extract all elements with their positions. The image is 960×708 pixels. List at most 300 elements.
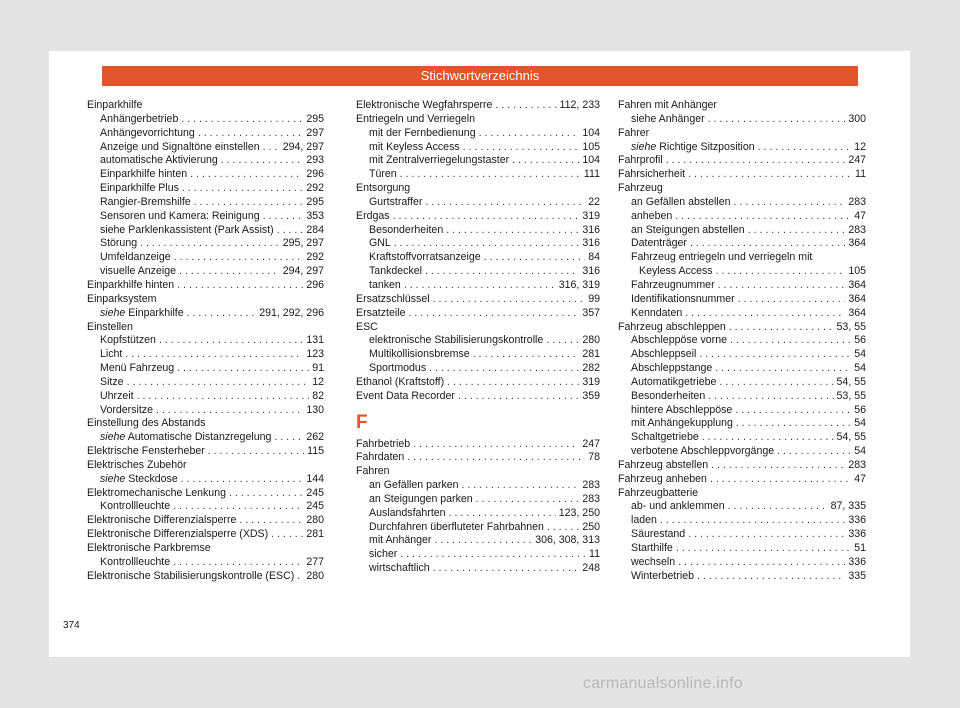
dot-leader — [127, 376, 310, 390]
index-subentry — [618, 500, 866, 514]
index-entry — [356, 465, 600, 479]
entry-text: Abschleppseil — [631, 348, 697, 361]
page-reference: 297 — [306, 126, 324, 139]
index-subentry — [618, 431, 866, 445]
dot-leader — [479, 127, 580, 141]
index-subentry — [356, 154, 600, 168]
dot-leader — [125, 348, 303, 362]
entry-text — [631, 141, 755, 155]
dot-leader — [174, 251, 304, 265]
page-reference: 123 — [306, 348, 324, 361]
entry-text: tanken — [369, 278, 401, 291]
dot-leader — [393, 210, 580, 224]
page-reference: 296 — [306, 168, 324, 181]
page-reference: 295 — [306, 112, 324, 125]
dot-leader — [407, 451, 585, 465]
entry-label: Automatische Distanzregelung — [127, 431, 272, 444]
page-reference: 281 — [306, 528, 324, 541]
index-entry — [618, 487, 866, 501]
dot-leader — [159, 334, 303, 348]
entry-text: Anhängerbetrieb — [100, 112, 179, 125]
dot-leader — [748, 224, 846, 238]
entry-text: Besonderheiten — [369, 223, 444, 236]
dot-leader — [400, 168, 581, 182]
page-reference: 316 — [582, 265, 600, 278]
index-entry — [618, 459, 866, 473]
entry-text: Kenndaten — [631, 306, 683, 319]
page-reference: 283 — [848, 458, 866, 471]
index-page — [49, 51, 910, 657]
index-subentry — [356, 265, 600, 279]
dot-leader — [156, 404, 303, 418]
entry-text: Fahrsicherheit — [618, 168, 686, 181]
index-subentry — [618, 307, 866, 321]
section-header-bar — [102, 66, 858, 86]
index-subentry — [87, 390, 324, 404]
index-subentry — [618, 196, 866, 210]
dot-leader — [730, 334, 851, 348]
entry-text: Elektronische Differenzialsperre (XDS) — [87, 528, 269, 541]
page-reference: 353 — [306, 209, 324, 222]
entry-label: Richtige Sitzposition — [659, 140, 755, 153]
entry-text: Türen — [369, 168, 397, 181]
dot-leader — [221, 154, 304, 168]
index-subentry — [87, 376, 324, 390]
entry-text — [100, 431, 271, 445]
page-reference: 364 — [848, 306, 866, 319]
page-reference: 292 — [306, 251, 324, 264]
entry-text: hintere Abschleppöse — [631, 403, 733, 416]
index-entry — [356, 182, 600, 196]
dot-leader — [718, 279, 846, 293]
dot-leader — [229, 487, 303, 501]
page-reference: 250 — [582, 520, 600, 533]
page-reference: 91 — [312, 362, 324, 375]
page-reference: 131 — [306, 334, 324, 347]
index-entry — [87, 417, 324, 431]
page-reference: 130 — [306, 403, 324, 416]
page-reference: 280 — [306, 514, 324, 527]
entry-text: Anzeige und Signaltöne einstellen — [100, 140, 260, 153]
page-reference: 364 — [848, 278, 866, 291]
entry-text: Elektrische Fensterheber — [87, 445, 205, 458]
dot-leader — [433, 293, 586, 307]
index-entry — [618, 127, 866, 141]
entry-text: Fahrbetrieb — [356, 437, 411, 450]
page-reference: 12 — [312, 375, 324, 388]
page-reference: 54 — [854, 445, 866, 458]
dot-leader — [140, 237, 280, 251]
index-subentry — [618, 417, 866, 431]
dot-leader — [179, 265, 280, 279]
dot-leader — [463, 141, 580, 155]
entry-text — [100, 473, 178, 487]
index-entry — [356, 376, 600, 390]
entry-text: Gurtstraffer — [369, 195, 423, 208]
entry-text: Abschleppöse vorne — [631, 334, 727, 347]
dot-leader — [137, 390, 310, 404]
dot-leader — [716, 265, 846, 279]
dot-leader — [408, 307, 579, 321]
page-reference: 56 — [854, 403, 866, 416]
dot-leader — [738, 293, 846, 307]
index-entry — [356, 438, 600, 452]
page-reference: 56 — [854, 334, 866, 347]
page-reference: 78 — [588, 451, 600, 464]
dot-leader — [758, 141, 852, 155]
index-subentry — [618, 279, 866, 293]
dot-leader — [404, 279, 556, 293]
dot-leader — [675, 210, 851, 224]
index-subentry — [356, 237, 600, 251]
index-subentry — [87, 334, 324, 348]
index-subentry — [87, 141, 324, 155]
dot-leader — [413, 438, 579, 452]
index-entry — [356, 113, 600, 127]
index-entry — [618, 99, 866, 113]
page-reference: 112, 233 — [559, 99, 600, 111]
dot-leader — [394, 237, 580, 251]
page-reference: 284 — [306, 223, 324, 236]
entry-text: Elektrisches Zubehör — [87, 458, 187, 471]
dot-leader — [734, 196, 846, 210]
page-reference: 11 — [589, 548, 600, 561]
dot-leader — [177, 362, 309, 376]
index-entry — [87, 528, 324, 542]
entry-text: Fahrer — [618, 126, 650, 139]
page-reference: 336 — [848, 514, 866, 527]
dot-leader — [685, 307, 845, 321]
page-reference: 336 — [848, 555, 866, 568]
index-subentry — [87, 127, 324, 141]
index-subentry — [618, 334, 866, 348]
dot-leader — [715, 362, 851, 376]
index-subentry — [618, 362, 866, 376]
entry-text: Kopfstützen — [100, 334, 156, 347]
dot-leader — [263, 141, 280, 155]
page-reference: 291, 292, 296 — [259, 306, 324, 319]
entry-text: Störung — [100, 237, 138, 250]
section-title: Stichwortverzeichnis — [420, 68, 540, 83]
index-letter-heading: F — [356, 411, 368, 433]
page-reference: 295 — [306, 195, 324, 208]
entry-text: Einstellen — [87, 320, 133, 333]
index-entry — [87, 459, 324, 473]
page-reference: 144 — [306, 472, 324, 485]
dot-leader — [177, 279, 303, 293]
entry-text: Keyless Access — [639, 265, 713, 278]
dot-leader — [425, 265, 579, 279]
page-reference: 115 — [307, 445, 324, 458]
index-column-2 — [356, 99, 600, 576]
index-subentry — [618, 113, 866, 127]
index-subentry — [87, 224, 324, 238]
entry-text: siehe Parklenkassistent (Park Assist) — [100, 223, 274, 236]
index-entry — [87, 487, 324, 501]
index-subentry — [618, 514, 866, 528]
dot-leader — [173, 556, 303, 570]
dot-leader — [190, 168, 303, 182]
dot-leader — [187, 307, 257, 321]
index-entry — [356, 451, 600, 465]
index-subentry — [356, 168, 600, 182]
page-reference: 51 — [854, 542, 866, 554]
index-subentry — [618, 210, 866, 224]
dot-leader — [735, 404, 851, 418]
entry-text: Fahren mit Anhänger — [618, 99, 717, 111]
dot-leader — [678, 556, 845, 570]
page-reference: 47 — [854, 209, 866, 222]
entry-text — [100, 307, 184, 321]
page-reference: 47 — [854, 472, 866, 485]
index-subentry — [87, 404, 324, 418]
entry-text: sicher — [369, 548, 398, 561]
entry-text: Fahren — [356, 465, 390, 478]
index-subentry — [356, 534, 600, 548]
entry-text: Einparksystem — [87, 292, 157, 305]
entry-label: Steckdose — [128, 472, 178, 485]
page-reference: 294, 297 — [282, 265, 324, 278]
entry-text: Fahrzeug entriegeln und verriegeln mit — [631, 251, 813, 264]
page-reference: 247 — [582, 437, 600, 450]
page-reference: 316, 319 — [558, 278, 600, 291]
dot-leader — [181, 473, 304, 487]
dot-leader — [446, 224, 579, 238]
entry-text: Schaltgetriebe — [631, 431, 699, 444]
entry-text: mit Anhänger — [369, 534, 432, 547]
page-reference: 54 — [854, 362, 866, 375]
entry-text: Fahrzeugnummer — [631, 278, 715, 291]
dot-leader — [512, 154, 579, 168]
dot-leader — [271, 528, 303, 542]
entry-text: an Steigungen parken — [369, 492, 473, 505]
see-reference: siehe — [100, 306, 126, 319]
page-reference: 105 — [582, 140, 600, 153]
entry-text: Erdgas — [356, 209, 390, 222]
index-subentry — [618, 528, 866, 542]
page-reference: 335 — [848, 569, 866, 582]
page-reference: 292 — [306, 182, 324, 195]
entry-text: ESC — [356, 320, 378, 333]
entry-text: Fahrzeug abschleppen — [618, 320, 726, 333]
dot-leader — [181, 113, 303, 127]
dot-leader — [546, 334, 579, 348]
dot-leader — [447, 376, 579, 390]
page-reference: 99 — [588, 292, 600, 305]
page-reference: 283 — [848, 195, 866, 208]
entry-text: mit der Fernbedienung — [369, 126, 476, 139]
page-reference: 22 — [588, 195, 600, 208]
page-reference: 364 — [848, 292, 866, 305]
dot-leader — [729, 321, 834, 335]
page-reference: 104 — [582, 154, 600, 167]
page-reference: 282 — [582, 362, 600, 375]
entry-text: Vordersitze — [100, 403, 153, 416]
index-subentry — [87, 182, 324, 196]
index-entry — [618, 182, 866, 196]
dot-leader — [702, 431, 834, 445]
entry-text: Auslandsfahrten — [369, 506, 446, 519]
index-entry — [356, 390, 600, 404]
page-reference: 54 — [854, 348, 866, 361]
dot-leader — [708, 390, 833, 404]
entry-text: Licht — [100, 348, 123, 361]
see-reference: siehe — [100, 431, 126, 444]
dot-leader — [690, 237, 845, 251]
entry-text: Ersatzteile — [356, 306, 406, 319]
page-reference: 293 — [306, 154, 324, 167]
page-reference: 87, 335 — [830, 500, 866, 513]
entry-label: Einparkhilfe — [128, 306, 184, 319]
index-entry — [87, 514, 324, 528]
page-reference: 319 — [582, 209, 600, 222]
entry-text: Automatikgetriebe — [631, 375, 717, 388]
index-entry — [356, 210, 600, 224]
entry-text: Säurestand — [631, 528, 686, 541]
dot-leader — [495, 99, 556, 113]
index-entry — [618, 473, 866, 487]
index-subentry — [618, 445, 866, 459]
index-subentry — [87, 556, 324, 570]
dot-leader — [208, 445, 304, 459]
index-subentry — [356, 224, 600, 238]
index-subentry — [356, 141, 600, 155]
see-reference: siehe — [631, 140, 657, 153]
entry-text: Fahrzeug abstellen — [618, 458, 709, 471]
page-reference: 316 — [582, 237, 600, 250]
entry-text: Fahrdaten — [356, 451, 405, 464]
entry-text: Kraftstoffvorratsanzeige — [369, 251, 481, 264]
entry-text: Einparkhilfe Plus — [100, 182, 179, 195]
entry-text: Uhrzeit — [100, 389, 134, 402]
dot-leader — [429, 362, 579, 376]
index-subentry — [356, 127, 600, 141]
entry-text: Anhängevorrichtung — [100, 126, 195, 139]
index-entry — [87, 570, 324, 584]
entry-text: Fahrzeugbatterie — [618, 486, 699, 499]
page-reference: 296 — [306, 278, 324, 291]
dot-leader — [697, 570, 845, 584]
index-subentry — [87, 168, 324, 182]
index-entry — [87, 445, 324, 459]
dot-leader — [711, 459, 845, 473]
index-subentry — [87, 210, 324, 224]
page-reference: 262 — [306, 431, 324, 444]
page-reference: 123, 250 — [558, 506, 600, 519]
dot-leader — [484, 251, 586, 265]
index-entry — [618, 154, 866, 168]
index-entry — [87, 542, 324, 556]
entry-text: wirtschaftlich — [369, 562, 430, 575]
index-subentry — [356, 334, 600, 348]
entry-text: Rangier-Bremshilfe — [100, 195, 191, 208]
page-reference: 54, 55 — [836, 431, 866, 444]
dot-leader — [736, 417, 851, 431]
entry-text: Entsorgung — [356, 182, 411, 195]
index-subentry — [618, 404, 866, 418]
page-reference: 295, 297 — [282, 237, 324, 250]
index-subentry — [356, 362, 600, 376]
page-reference: 53, 55 — [836, 389, 866, 402]
dot-leader — [688, 528, 845, 542]
page-reference: 283 — [582, 492, 600, 505]
index-subentry — [87, 431, 324, 445]
page-reference: 359 — [582, 389, 600, 402]
dot-leader — [710, 473, 851, 487]
page-reference: 357 — [582, 306, 600, 319]
dot-leader — [719, 376, 833, 390]
page-reference: 53, 55 — [836, 320, 866, 333]
entry-text: siehe Anhänger — [631, 112, 705, 125]
page-reference: 277 — [306, 555, 324, 568]
entry-text: an Steigungen abstellen — [631, 223, 745, 236]
entry-text: Elektronische Parkbremse — [87, 542, 211, 554]
index-subentry — [87, 237, 324, 251]
entry-text: Tankdeckel — [369, 265, 422, 278]
entry-text: Starthilfe — [631, 542, 673, 554]
index-subentry — [87, 348, 324, 362]
page-reference: 364 — [848, 237, 866, 250]
index-subentry — [87, 473, 324, 487]
index-subentry — [618, 237, 866, 251]
entry-text: Identifikationsnummer — [631, 292, 735, 305]
index-column-3 — [618, 99, 866, 584]
page-reference: 281 — [582, 348, 600, 361]
page-reference: 319 — [582, 375, 600, 388]
entry-text: Elektronische Wegfahrsperre — [356, 99, 493, 111]
page-reference: 300 — [848, 112, 866, 125]
page-reference: 283 — [582, 479, 600, 492]
entry-text: Fahrzeug — [618, 182, 663, 195]
entry-text: an Gefällen parken — [369, 479, 459, 492]
entry-text: Entriegeln und Verriegeln — [356, 112, 475, 125]
entry-text: anheben — [631, 209, 673, 222]
entry-text: Sitze — [100, 375, 124, 388]
index-subentry — [87, 265, 324, 279]
entry-text: Event Data Recorder — [356, 389, 455, 402]
page-reference: 245 — [306, 486, 324, 499]
entry-text: Sportmodus — [369, 362, 427, 375]
index-subentry — [356, 521, 600, 535]
index-entry — [87, 279, 324, 293]
entry-text: Besonderheiten — [631, 389, 706, 402]
page-reference: 294, 297 — [282, 140, 324, 153]
page-number: 374 — [63, 620, 80, 631]
dot-leader — [728, 500, 828, 514]
index-subentry — [618, 348, 866, 362]
page-reference: 280 — [306, 569, 324, 582]
index-subentry — [618, 265, 866, 279]
entry-text: Fahrprofil — [618, 154, 663, 167]
page-reference: 54, 55 — [836, 375, 866, 388]
entry-text: Elektronische Differenzialsperre — [87, 514, 237, 527]
dot-leader — [547, 521, 579, 535]
index-subentry — [87, 362, 324, 376]
dot-leader — [660, 514, 845, 528]
page-reference: 54 — [854, 417, 866, 430]
index-subentry — [618, 542, 866, 556]
index-subentry — [356, 548, 600, 562]
see-reference: siehe — [100, 472, 126, 485]
entry-text: Winterbetrieb — [631, 569, 694, 582]
entry-text: laden — [631, 514, 657, 527]
page-reference: 248 — [582, 562, 600, 575]
page-reference: 104 — [582, 126, 600, 139]
index-subentry — [87, 500, 324, 514]
page-reference: 105 — [848, 265, 866, 278]
dot-leader — [297, 570, 303, 584]
index-subentry — [87, 196, 324, 210]
